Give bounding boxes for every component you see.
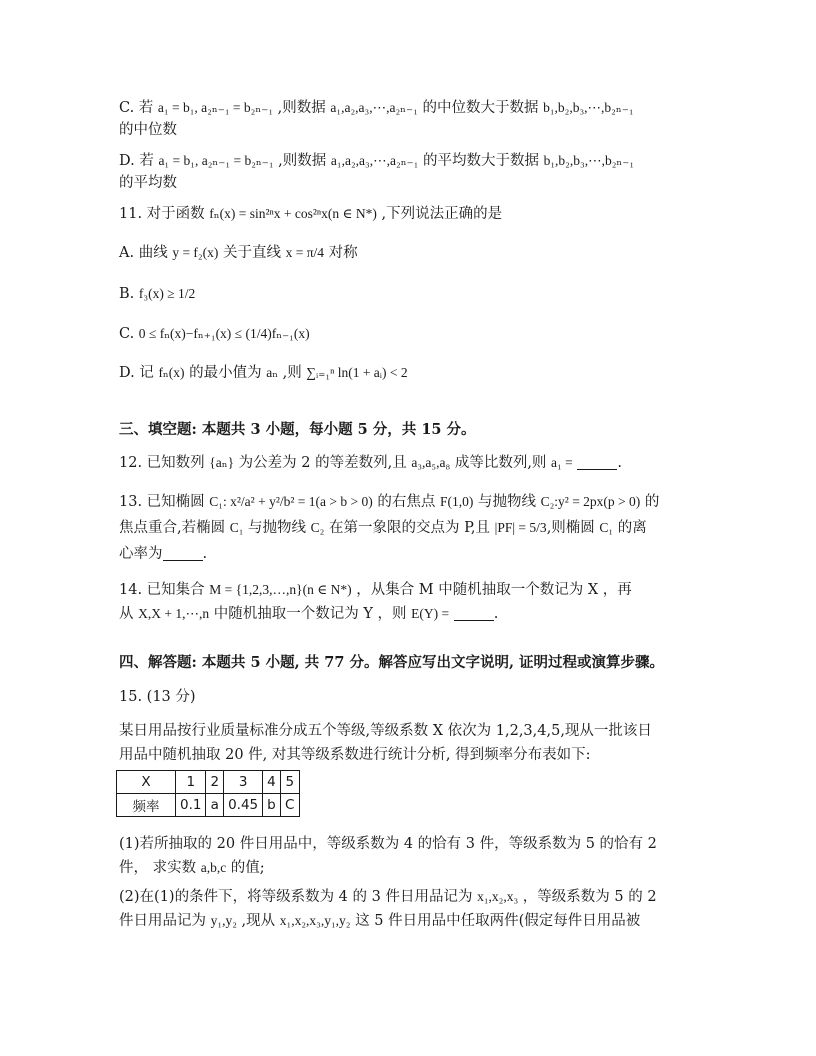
q14-line2-a: 从 [119, 606, 139, 622]
option-c-prefix: C. 若 [119, 100, 158, 116]
q11-c-prefix: C. [119, 326, 139, 342]
question-11-stem [119, 203, 704, 225]
table-cell: C [280, 794, 299, 817]
q13-answer-blank[interactable] [163, 546, 203, 561]
q12-mid2: 成等比数列,则 [450, 455, 552, 471]
q14-mid: ，从集合 M 中随机抽取一个数记为 X ，再 [351, 582, 632, 598]
q12-seq: {aₙ} [209, 455, 235, 470]
option-c [119, 97, 704, 141]
q13-line2-d: ,则椭圆 [546, 520, 600, 536]
q11-a-tail: 对称 [324, 245, 358, 261]
q15-part-1 [119, 832, 704, 880]
option-c-seq-a: a₁,a₂,a₃,⋯,a₂ₙ₋₁ [330, 100, 418, 115]
q14-set: M = {1,2,3,…,n}(n ∈ N*) [209, 582, 352, 597]
frequency-table [116, 770, 300, 817]
q11-d-math3: ∑ᵢ₌₁ⁿ ln(1 + aᵢ) < 2 [306, 365, 408, 380]
option-d [119, 150, 704, 194]
q12-target: a₁ = [551, 455, 573, 470]
q13-line2-b: 与抛物线 [243, 520, 311, 536]
section-3-heading: 三、填空题: 本题共 3 小题，每小题 5 分，共 15 分。 [119, 421, 476, 438]
q11-option-a [119, 242, 704, 264]
table-cell: 3 [224, 771, 263, 794]
q11-option-c [119, 323, 704, 345]
option-d-text: 的平均数大于数据 [418, 153, 544, 169]
q14-prefix: 14. 已知集合 [119, 582, 210, 598]
q12-terms: a₃,a₅,a₈ [411, 455, 451, 470]
table-cell: 0.1 [176, 794, 206, 817]
q13-tail: . [202, 546, 208, 562]
q13-c2: C₂ [310, 520, 325, 535]
q13-line2-a: 焦点重合,若椭圆 [119, 520, 230, 536]
question-12 [119, 452, 704, 474]
q13-c1: C₁ [229, 520, 244, 535]
table-cell: a [206, 794, 224, 817]
q11-b-math: f₃(x) ≥ 1/2 [138, 286, 196, 301]
q11-d-prefix: D. 记 [119, 365, 159, 381]
q11-d-mid2: ,则 [278, 365, 307, 381]
table-header-row [117, 771, 300, 794]
q15-p2-ys: y₁,y₂ [210, 913, 237, 928]
table-cell: 频率 [117, 794, 176, 817]
q15-p2-xs: x₁,x₂,x₃ [477, 889, 519, 904]
q11-d-math1: fₙ(x) [158, 365, 185, 380]
table-cell: 5 [280, 771, 299, 794]
option-c-condition: a₁ = b₁, a₂ₙ₋₁ = b₂ₙ₋₁ [157, 100, 274, 115]
table-cell: X [117, 771, 176, 794]
q14-tail: . [493, 606, 499, 622]
q15-intro [119, 719, 704, 767]
option-d-condition: a₁ = b₁, a₂ₙ₋₁ = b₂ₙ₋₁ [158, 153, 274, 168]
q11-a-mid: 关于直线 [218, 245, 286, 261]
q15-intro-line1: 某日用品按行业质量标准分成五个等级,等级系数 X 依次为 1,2,3,4,5,现从一批该日 [119, 723, 652, 739]
q13-parabola: C₂:y² = 2px(p > 0) [540, 494, 641, 509]
q13-mid: 的右焦点 [372, 494, 440, 510]
q11-d-math2: aₙ [266, 365, 279, 380]
option-d-mid: ,则数据 [273, 153, 331, 169]
q12-mid: 为公差为 2 的等差数列,且 [234, 455, 412, 471]
q15-header: 15. (13 分) [119, 689, 196, 705]
q12-prefix: 12. 已知数列 [119, 455, 210, 471]
option-d-seq-b: b₁,b₂,b₃,⋯,b₂ₙ₋₁ [543, 153, 635, 168]
q15-part-2 [119, 885, 704, 933]
q15-p2-line1-b: ，等级系数为 5 的 2 [518, 889, 657, 905]
option-c-mid: ,则数据 [273, 100, 331, 116]
q11-a-math: y = f₂(x) [172, 245, 219, 260]
table-cell: 4 [263, 771, 281, 794]
question-13 [119, 489, 704, 567]
q14-line2-b: 中随机抽取一个数记为 Y ，则 [209, 606, 412, 622]
q15-intro-line2: 用品中随机抽取 20 件, 对其等级系数进行统计分析, 得到频率分布表如下: [119, 747, 591, 763]
option-c-tail: 的中位数 [119, 122, 177, 138]
q15-p2-line1-a: (2)在(1)的条件下，将等级系数为 4 的 3 件日用品记为 [119, 889, 478, 905]
q13-c1b: C₁ [599, 520, 614, 535]
q15-p1-line2-a: 件， 求实数 [119, 860, 201, 876]
q13-mid2: 与抛物线 [473, 494, 541, 510]
q13-ellipse: C₁: x²/a² + y²/b² = 1(a > b > 0) [209, 494, 373, 509]
q11-option-d [119, 362, 704, 384]
q14-ey: E(Y) = [411, 606, 450, 621]
q11-a-prefix: A. 曲线 [119, 245, 173, 261]
q15-p2-line2-c: 这 5 件日用品中任取两件(假定每件日用品被 [350, 913, 641, 929]
q13-prefix: 13. 已知椭圆 [119, 494, 210, 510]
q13-line2-c: 在第一象限的交点为 P,且 [324, 520, 495, 536]
option-d-prefix: D. 若 [119, 153, 159, 169]
q11-c-math: 0 ≤ fₙ(x)−fₙ₊₁(x) ≤ (1/4)fₙ₋₁(x) [138, 326, 310, 341]
q14-range: X,X + 1,⋯,n [138, 606, 210, 621]
q11-b-prefix: B. [119, 286, 139, 302]
q11-a-line: x = π/4 [285, 245, 325, 260]
table-cell: 1 [176, 771, 206, 794]
q12-tail: . [617, 455, 622, 471]
section-4-heading: 四、解答题: 本题共 5 小题, 共 77 分。解答应写出文字说明, 证明过程或演算步骤。 [119, 654, 665, 671]
question-14 [119, 578, 704, 626]
q15-p2-line2-b: ,现从 [236, 913, 280, 929]
q13-line3: 心率为 [119, 546, 163, 562]
q13-pf: |PF| = 5/3 [494, 520, 547, 535]
q13-tail1: 的 [640, 494, 660, 510]
table-row [117, 794, 300, 817]
q15-p1-vars: a,b,c [200, 860, 227, 875]
q11-function: fₙ(x) = sin²ⁿx + cos²ⁿx(n ∈ N*) [209, 206, 377, 221]
q15-p1-line2-b: 的值; [226, 860, 265, 876]
q11-stem-suffix: ,下列说法正确的是 [376, 206, 503, 222]
option-c-seq-b: b₁,b₂,b₃,⋯,b₂ₙ₋₁ [543, 100, 634, 115]
table-cell: 2 [206, 771, 224, 794]
q13-focus: F(1,0) [439, 494, 474, 509]
q11-stem-prefix: 11. 对于函数 [119, 206, 210, 222]
option-d-tail: 的平均数 [119, 175, 177, 191]
q12-answer-blank[interactable] [577, 455, 617, 470]
q14-answer-blank[interactable] [454, 606, 494, 621]
option-c-text: 的中位数大于数据 [417, 100, 544, 116]
q15-p2-all: x₁,x₂,x₃,y₁,y₂ [279, 913, 351, 928]
option-d-seq-a: a₁,a₂,a₃,⋯,a₂ₙ₋₁ [330, 153, 419, 168]
q15-p1-line1: (1)若所抽取的 20 件日用品中，等级系数为 4 的恰有 3 件，等级系数为 5 的恰有 2 [119, 836, 657, 852]
table-cell: 0.45 [224, 794, 263, 817]
q11-option-b [119, 283, 704, 305]
q15-p2-line2-a: 件日用品记为 [119, 913, 211, 929]
table-cell: b [263, 794, 281, 817]
q13-line2-e: 的离 [613, 520, 647, 536]
q11-d-mid: 的最小值为 [184, 365, 267, 381]
